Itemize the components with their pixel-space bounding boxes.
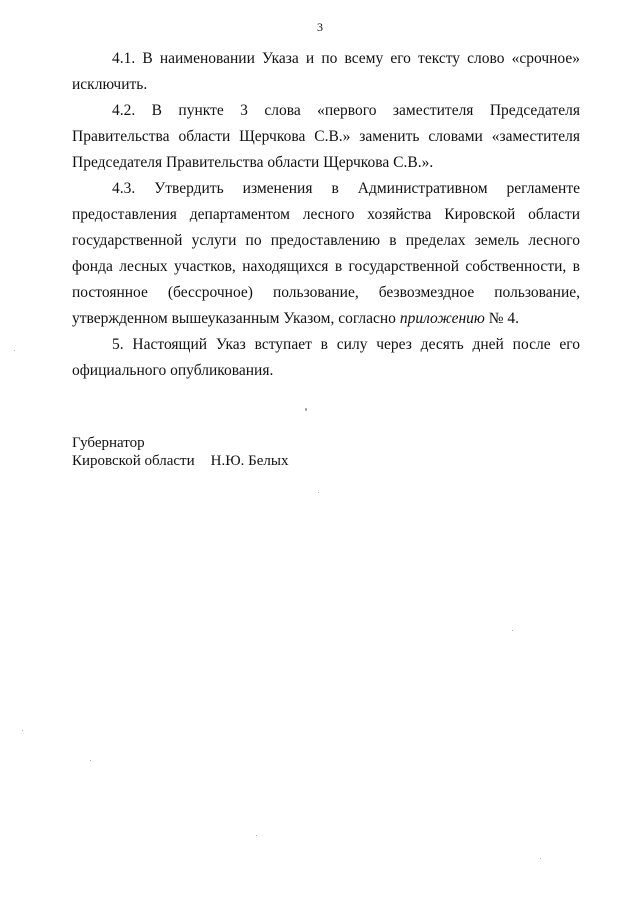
signatory-title-line-2-row [72, 452, 288, 470]
page-number: 3 [317, 20, 323, 34]
paragraph-4-3 [72, 176, 580, 332]
scan-speck [90, 760, 91, 761]
signatory-title-line-2: Кировской области [72, 453, 195, 469]
scan-speck [305, 408, 307, 411]
appendix-reference: приложению [399, 310, 485, 327]
paragraph-4-1: 4.1. В наименовании Указа и по всему его тексту слово «срочное» исключить. [72, 50, 580, 93]
signatory-title-line-1: Губернатор [72, 435, 145, 451]
scan-speck [512, 630, 513, 631]
document-body [72, 46, 580, 384]
paragraph-5: 5. Настоящий Указ вступает в силу через десять дней после его официального опубликования. [72, 336, 580, 379]
paragraph-4-2: 4.2. В пункте 3 слова «первого заместителя Председателя Правительства области Щерчкова С.В.» заменить словами «заместителя Председателя Правительства области Щерчкова С.В.». [72, 102, 580, 171]
signature-block [72, 434, 288, 470]
paragraph-4-3-text: 4.3. Утвердить изменения в Административном регламенте предоставления департаментом лесного хозяйства Кировской области государственной услуги по предоставлению в пределах земель лесного фонда лесных участков, находящихся в государственной собственности, в постоянное (бессрочное) пользование, безвозмездное пользование, утвержденном вышеуказанным Указом, согласно [72, 180, 580, 327]
scan-speck [318, 492, 319, 493]
scan-speck [540, 858, 541, 859]
signatory-name: Н.Ю. Белых [210, 453, 289, 469]
scan-speck [14, 350, 15, 351]
paragraph-4-3-ending: № 4. [484, 310, 520, 327]
scan-speck [22, 730, 23, 731]
scan-speck [256, 835, 257, 836]
